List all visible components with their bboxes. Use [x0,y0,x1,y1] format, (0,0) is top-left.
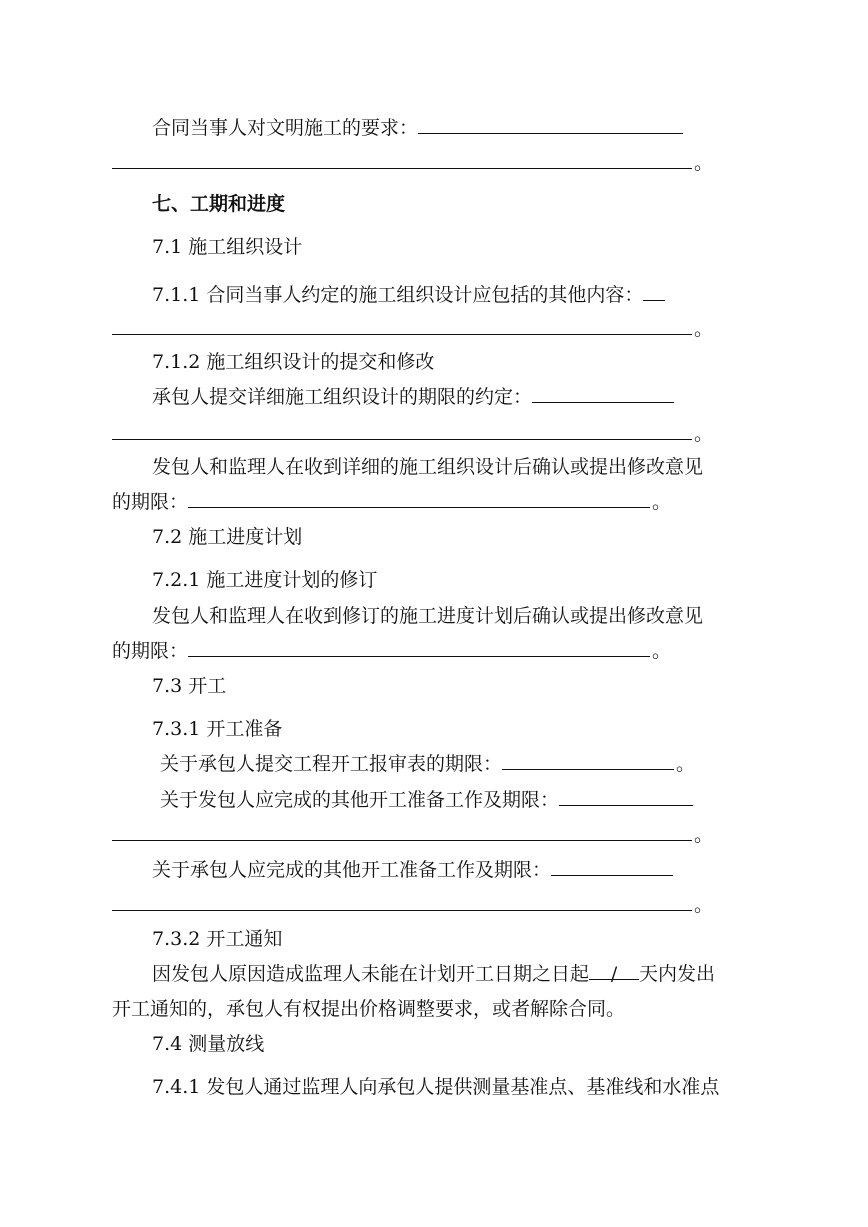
employer-prep-line [160,787,693,813]
period-mark: 。 [694,318,714,340]
employer-prep-label: 关于发包人应完成的其他开工准备工作及期限： [160,789,560,811]
period-mark: 。 [694,423,714,445]
continuation-line-1 [112,150,713,176]
period-mark: 。 [694,152,714,174]
confirm-paragraph-line-1: 发包人和监理人在收到详细的施工组织设计后确认或提出修改意见 [152,456,704,478]
continuation-line-4 [112,822,713,848]
start-notice-text-a: 因发包人原因造成监理人未能在计划开工日期之日起 [152,963,590,985]
section-7-3-heading: 7.3 开工 [152,675,227,697]
civil-construction-requirement-line [152,115,683,141]
submit-deadline-line [152,384,674,410]
revision-paragraph-line-2 [112,638,671,664]
section-7-1-2-heading: 7.1.2 施工组织设计的提交和修改 [152,351,435,373]
other-content-blank-cont[interactable] [112,316,692,335]
submit-deadline-blank[interactable] [532,384,674,403]
other-content-blank[interactable] [643,282,665,301]
section-7-1-heading: 7.1 施工组织设计 [152,236,303,258]
period-mark: 。 [694,894,714,916]
start-notice-text-b: 天内发出 [639,963,716,985]
continuation-line-3 [112,421,713,447]
section-7-heading: 七、工期和进度 [152,193,286,215]
submit-deadline-blank-cont[interactable] [112,421,692,440]
report-deadline-blank[interactable] [502,751,674,770]
section-7-1-1-label: 7.1.1 合同当事人约定的施工组织设计应包括的其他内容： [152,284,644,306]
section-7-3-1-heading: 7.3.1 开工准备 [152,718,283,740]
section-7-2-heading: 7.2 施工进度计划 [152,526,303,548]
revision-paragraph-line-1: 发包人和监理人在收到修订的施工进度计划后确认或提出修改意见 [152,605,704,627]
civil-construction-blank-cont[interactable] [112,150,692,169]
deadline-label: 的期限： [112,491,189,513]
confirm-paragraph-line-2 [112,489,671,515]
section-7-2-1-heading: 7.2.1 施工进度计划的修订 [152,569,378,591]
civil-construction-label: 合同当事人对文明施工的要求： [152,117,419,139]
employer-prep-blank-cont[interactable] [112,822,692,841]
period-mark: 。 [694,824,714,846]
contractor-prep-blank[interactable] [551,857,673,876]
period-mark: 。 [676,753,696,775]
start-notice-line-1 [152,961,715,987]
submit-deadline-label: 承包人提交详细施工组织设计的期限的约定： [152,386,533,408]
report-deadline-line [160,751,695,777]
section-7-1-1-line [152,282,665,308]
revision-deadline-blank[interactable] [188,638,650,657]
continuation-line-2 [112,316,713,342]
continuation-line-5 [112,892,713,918]
contractor-prep-label: 关于承包人应完成的其他开工准备工作及期限： [152,859,552,881]
contractor-prep-blank-cont[interactable] [112,892,692,911]
section-7-4-1-line: 7.4.1 发包人通过监理人向承包人提供测量基准点、基准线和水准点 [152,1076,720,1098]
period-mark: 。 [652,491,672,513]
civil-construction-blank[interactable] [418,115,683,134]
report-deadline-label: 关于承包人提交工程开工报审表的期限： [160,753,503,775]
employer-prep-blank[interactable] [559,787,693,806]
start-notice-line-2: 开工通知的，承包人有权提出价格调整要求，或者解除合同。 [112,998,626,1020]
deadline-label: 的期限： [112,640,189,662]
section-7-4-heading: 7.4 测量放线 [152,1033,265,1055]
contractor-prep-line [152,857,673,883]
period-mark: 。 [652,640,672,662]
section-7-3-2-heading: 7.3.2 开工通知 [152,928,283,950]
days-blank[interactable]: / [589,961,639,980]
confirm-deadline-blank[interactable] [188,489,650,508]
